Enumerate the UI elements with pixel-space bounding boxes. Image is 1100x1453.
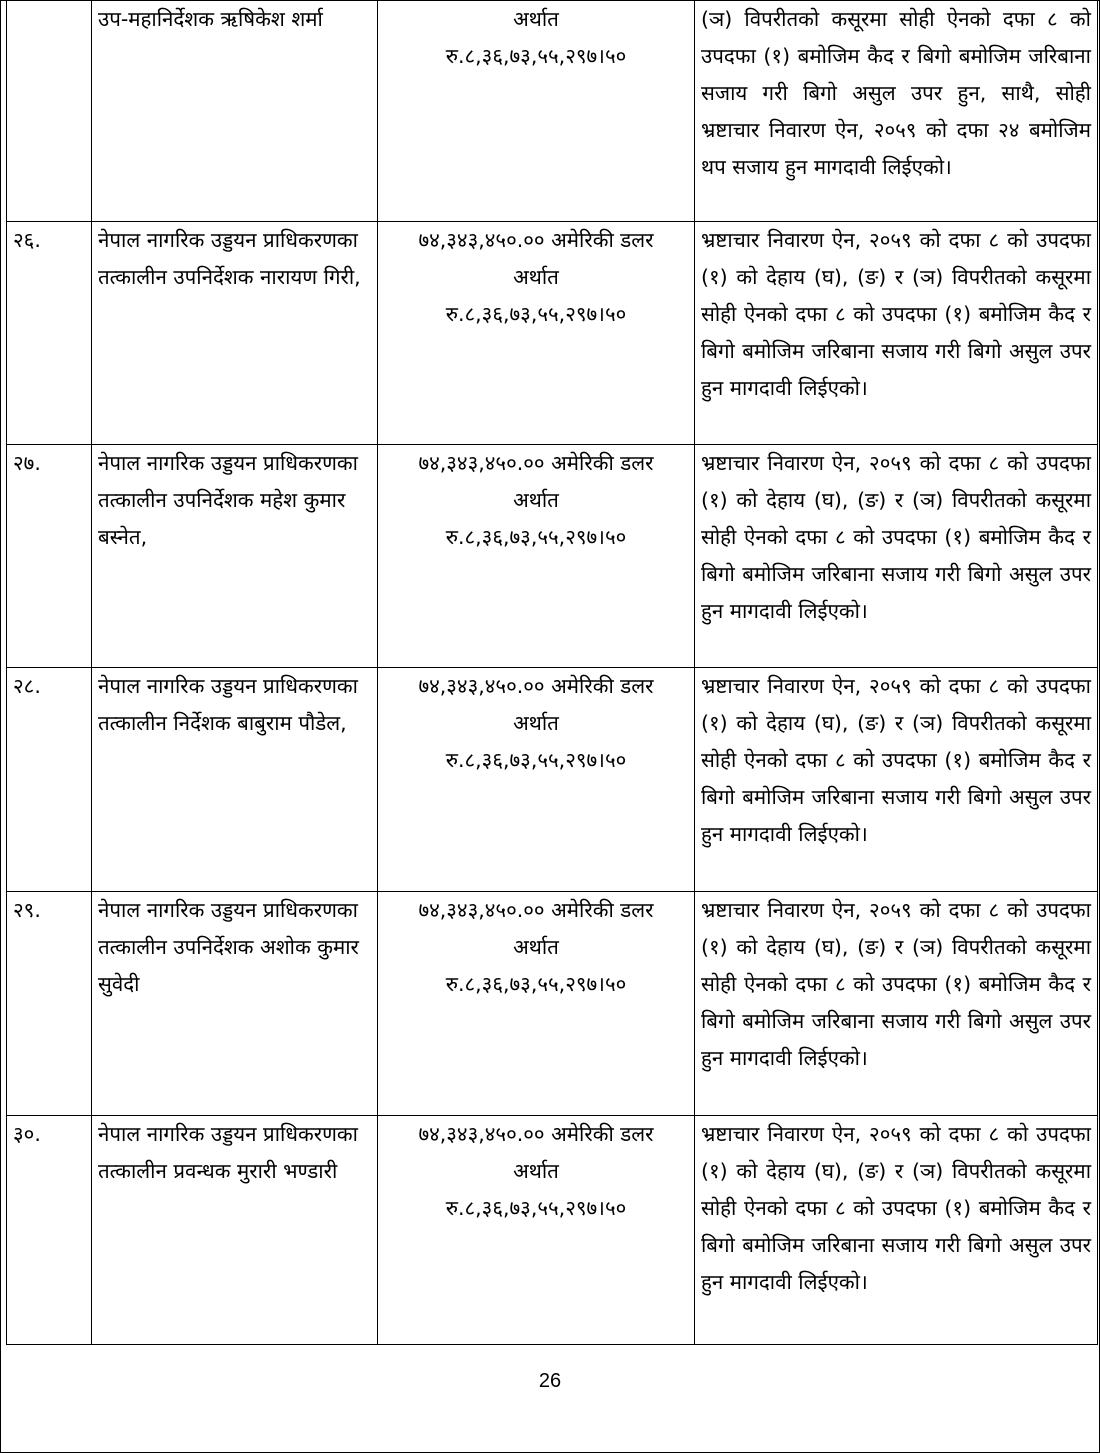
serial-number-cell: २९. (7, 892, 92, 1116)
amount-line: अर्थात (513, 934, 559, 959)
amount-line: ७४,३४३,४५०.०० अमेरिकी डलर (418, 898, 654, 922)
legal-claim-cell: भ्रष्टाचार निवारण ऐन, २०५९ को दफा ८ को उपदफा (१) को देहाय (घ), (ङ) र (ञ) विपरीतको कसूरमा सोही ऐनको दफा ८ को उपदफा (१) बमोजिम कैद र बिगो बमोजिम जरिबाना सजाय गरी बिगो असुल उपर हुन मागदावी लिईएको। (695, 668, 1098, 892)
legal-claim-cell: भ्रष्टाचार निवारण ऐन, २०५९ को दफा ८ को उपदफा (१) को देहाय (घ), (ङ) र (ञ) विपरीतको कसूरमा सोही ऐनको दफा ८ को उपदफा (१) बमोजिम कैद र बिगो बमोजिम जरिबाना सजाय गरी बिगो असुल उपर हुन मागदावी लिईएको। (695, 1116, 1098, 1345)
amount-line: ७४,३४३,४५०.०० अमेरिकी डलर (418, 674, 654, 698)
case-table-body (7, 1, 1098, 1345)
table-row (7, 892, 1098, 1116)
amount-line: ७४,३४३,४५०.०० अमेरिकी डलर (418, 228, 654, 252)
table-row (7, 1116, 1098, 1345)
amount-line: रु.८,३६,७३,५५,२९७।५० (445, 1195, 627, 1220)
defendant-name-cell: नेपाल नागरिक उड्डयन प्राधिकरणका तत्कालीन उपनिर्देशक नारायण गिरी, (92, 222, 378, 445)
defendant-name-cell: नेपाल नागरिक उड्डयन प्राधिकरणका तत्कालीन उपनिर्देशक अशोक कुमार सुवेदी (92, 892, 378, 1116)
serial-number-cell (7, 1, 92, 222)
page-number: 26 (538, 1370, 562, 1392)
defendant-name-cell: नेपाल नागरिक उड्डयन प्राधिकरणका तत्कालीन उपनिर्देशक महेश कुमार बस्नेत, (92, 445, 378, 668)
claim-amount-cell (378, 892, 695, 1116)
defendant-name-cell: नेपाल नागरिक उड्डयन प्राधिकरणका तत्कालीन प्रवन्धक मुरारी भण्डारी (92, 1116, 378, 1345)
legal-claim-cell: (ञ) विपरीतको कसूरमा सोही ऐनको दफा ८ को उपदफा (१) बमोजिम कैद र बिगो बमोजिम जरिबाना सजाय गरी बिगो असुल उपर हुन, साथै, सोही भ्रष्टाचार निवारण ऐन, २०५९ को दफा २४ बमोजिम थप सजाय हुन मागदावी लिईएको। (695, 1, 1098, 222)
amount-line: रु.८,३६,७३,५५,२९७।५० (445, 747, 627, 772)
amount-line: ७४,३४३,४५०.०० अमेरिकी डलर (418, 1122, 654, 1146)
amount-line: अर्थात (513, 487, 559, 512)
table-row (7, 1, 1098, 222)
defendant-name-cell: नेपाल नागरिक उड्डयन प्राधिकरणका तत्कालीन निर्देशक बाबुराम पौडेल, (92, 668, 378, 892)
serial-number-cell: २८. (7, 668, 92, 892)
serial-number-cell: ३०. (7, 1116, 92, 1345)
defendant-name-cell: उप-महानिर्देशक ऋषिकेश शर्मा (92, 1, 378, 222)
claim-amount-cell (378, 445, 695, 668)
legal-claim-cell: भ्रष्टाचार निवारण ऐन, २०५९ को दफा ८ को उपदफा (१) को देहाय (घ), (ङ) र (ञ) विपरीतको कसूरमा सोही ऐनको दफा ८ को उपदफा (१) बमोजिम कैद र बिगो बमोजिम जरिबाना सजाय गरी बिगो असुल उपर हुन मागदावी लिईएको। (695, 222, 1098, 445)
amount-line: रु.८,३६,७३,५५,२९७।५० (445, 524, 627, 549)
amount-line: ७४,३४३,४५०.०० अमेरिकी डलर (418, 451, 654, 475)
legal-claim-cell: भ्रष्टाचार निवारण ऐन, २०५९ को दफा ८ को उपदफा (१) को देहाय (घ), (ङ) र (ञ) विपरीतको कसूरमा सोही ऐनको दफा ८ को उपदफा (१) बमोजिम कैद र बिगो बमोजिम जरिबाना सजाय गरी बिगो असुल उपर हुन मागदावी लिईएको। (695, 445, 1098, 668)
amount-line: अर्थात (513, 7, 559, 31)
table-row (7, 668, 1098, 892)
amount-line: रु.८,३६,७३,५५,२९७।५० (445, 43, 627, 68)
amount-line: रु.८,३६,७३,५५,२९७।५० (445, 301, 627, 326)
serial-number-cell: २६. (7, 222, 92, 445)
table-row (7, 445, 1098, 668)
claim-amount-cell (378, 1, 695, 222)
claim-amount-cell (378, 668, 695, 892)
claim-amount-cell (378, 1116, 695, 1345)
amount-line: अर्थात (513, 1158, 559, 1183)
case-table (6, 0, 1098, 1345)
legal-claim-cell: भ्रष्टाचार निवारण ऐन, २०५९ को दफा ८ को उपदफा (१) को देहाय (घ), (ङ) र (ञ) विपरीतको कसूरमा सोही ऐनको दफा ८ को उपदफा (१) बमोजिम कैद र बिगो बमोजिम जरिबाना सजाय गरी बिगो असुल उपर हुन मागदावी लिईएको। (695, 892, 1098, 1116)
serial-number-cell: २७. (7, 445, 92, 668)
amount-line: अर्थात (513, 710, 559, 735)
amount-line: रु.८,३६,७३,५५,२९७।५० (445, 971, 627, 996)
table-row (7, 222, 1098, 445)
amount-line: अर्थात (513, 264, 559, 289)
claim-amount-cell (378, 222, 695, 445)
